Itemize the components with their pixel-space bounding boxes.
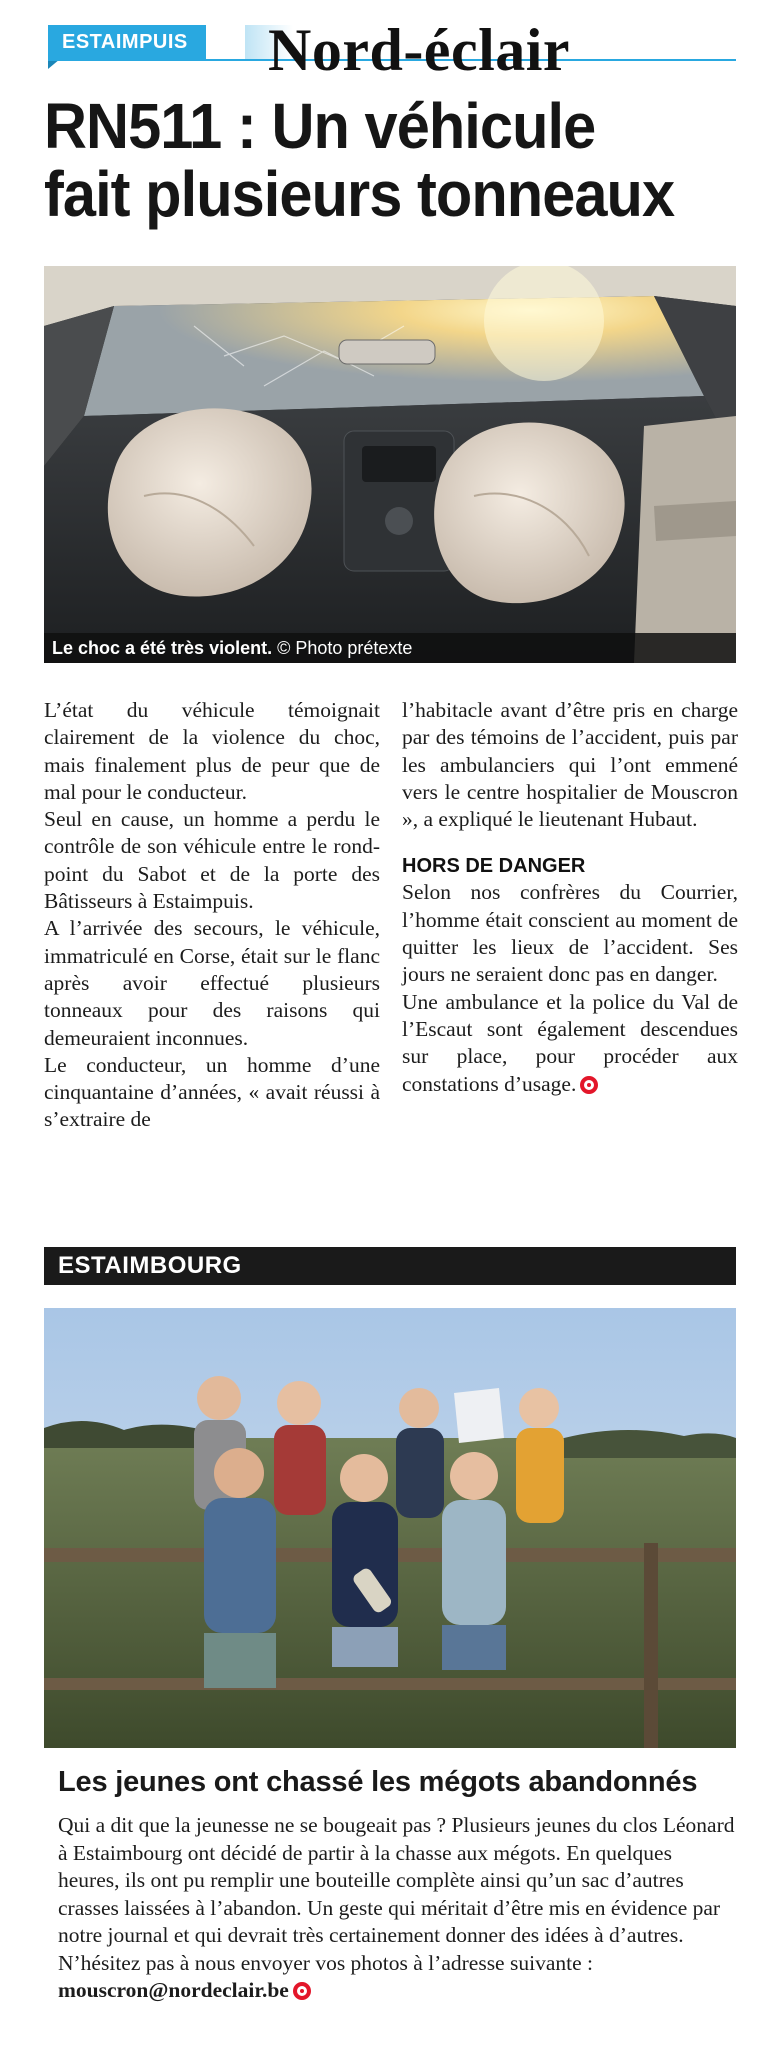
group-photo-illustration xyxy=(44,1308,736,1748)
article-paragraph-last xyxy=(402,989,738,1098)
article-paragraph: Selon nos confrères du Courrier, l’homme était conscient au moment de quitter les lieux de l’accident. Ses jours ne seraient donc pas en danger. xyxy=(402,880,738,987)
headline-line-2: fait plusieurs tonneaux xyxy=(44,158,675,230)
article-end-icon xyxy=(580,1076,598,1094)
article-paragraph: l’habitacle avant d’être pris en charge par des témoins de l’accident, puis par les ambulanciers qui l’ont emmené vers le centre hospitalier de Mouscron », a expliqué le lieutenant Hubaut. xyxy=(402,698,738,832)
article-paragraph: L’état du véhicule témoignait clairement de la violence du choc, mais finalement plus de peur que de mal pour le conducteur. xyxy=(44,698,380,804)
section-bar: ESTAIMBOURG xyxy=(44,1247,736,1285)
article-subhead: HORS DE DANGER xyxy=(402,855,586,878)
caption-credit: © Photo prétexte xyxy=(277,638,413,658)
article-headline xyxy=(44,92,695,228)
crash-photo xyxy=(44,266,736,663)
brief-body: Qui a dit que la jeunesse ne se bougeait pas ? Plusieurs jeunes du clos Léonard à Estaimbourg ont décidé de partir à la chasse aux mégots. En quelques heures, ils ont pu remplir une bouteille complète ainsi qu’un sac d’autres crasses laissées à l’abandon. Un geste qui méritait d’être mis en évidence par notre journal et qui devrait très certainement donner des idées à d’autres. N’hésitez pas à nous envoyer vos photos à l’adresse suivante : xyxy=(58,1813,735,1975)
car-interior-illustration xyxy=(44,266,736,663)
brief-text xyxy=(58,1812,736,2005)
photo-caption xyxy=(44,633,736,663)
masthead: Nord-éclair xyxy=(268,17,571,83)
article-paragraph: Le conducteur, un homme d’une cinquantaine d’années, « avait réussi à s’extraire de xyxy=(44,1052,380,1132)
contact-email-link[interactable]: mouscron@nordeclair.be xyxy=(58,1978,289,2002)
brief-end-icon xyxy=(293,1982,311,2000)
headline-line-1: RN511 : Un véhicule xyxy=(44,90,596,162)
article-column-right xyxy=(402,697,738,1098)
article-paragraph-text: Une ambulance et la police du Val de l’Escaut sont également descendues sur place, pour procéder aux constations d’usage. xyxy=(402,989,738,1096)
article-column-left xyxy=(44,697,380,1134)
section-tag: ESTAIMPUIS xyxy=(48,25,206,59)
article-paragraph: Seul en cause, un homme a perdu le contrôle de son véhicule entre le rond-point du Sabot et de la porte des Bâtisseurs à Estaimpuis. xyxy=(44,807,380,914)
brief-headline: Les jeunes ont chassé les mégots abandonnés xyxy=(58,1766,698,1798)
article-paragraph: A l’arrivée des secours, le véhicule, immatriculé en Corse, était sur le flanc après avoir effectué plusieurs tonneaux pour des raisons qui demeuraient inconnues. xyxy=(44,916,380,1050)
youth-group-photo xyxy=(44,1308,736,1748)
caption-title: Le choc a été très violent. xyxy=(52,638,273,658)
